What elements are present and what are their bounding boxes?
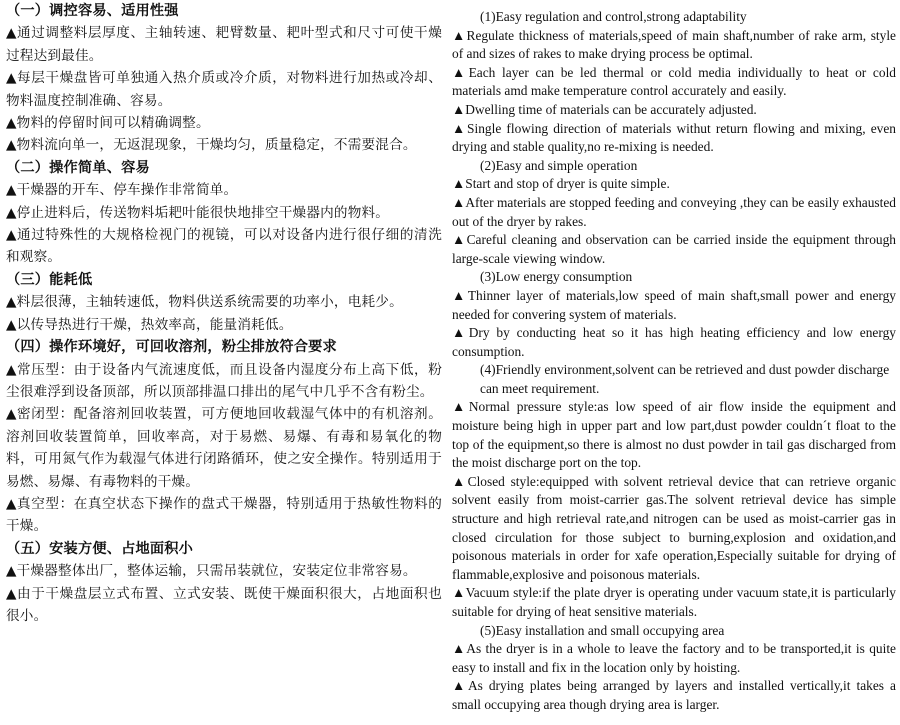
bullet-item: ▲Vacuum style:if the plate dryer is operating under vacuum state,it is particularly suitable for drying of heat sensitive materials.	[452, 585, 896, 619]
bullet-item: ▲Dwelling time of materials can be accurately adjusted.	[452, 101, 757, 117]
bullet-item: ▲由于干燥盘层立式布置、立式安装、既使干燥面积很大，占地面积也很小。	[6, 585, 442, 624]
bullet-item: ▲Normal pressure style:as low speed of air flow inside the equipment and moisture being high in upper part and low part,dust powder couldn´t float to the top of the equipment,so there is almost no dust powder in tail gas discharged from the moist discharge port on the top.	[452, 399, 896, 471]
bullet-item: ▲Start and stop of dryer is quite simple.	[452, 176, 670, 192]
section-heading: (5)Easy installation and small occupying area	[480, 622, 725, 638]
section-heading: (4)Friendly environment,solvent can be retrieved and dust powder discharge can meet requirement.	[480, 362, 890, 396]
section-heading: （五）安装方便、占地面积小	[6, 540, 194, 557]
bullet-item: ▲Each layer can be led thermal or cold media individually to heat or cold materials amd make temperature control accurately and easily.	[452, 64, 896, 99]
section-heading: （四）操作环境好，可回收溶剂，粉尘排放符合要求	[6, 339, 337, 356]
bullet-item: ▲通过调整料层厚度、主轴转速、耙臂数量、耙叶型式和尺寸可使干燥过程达到最佳。	[6, 25, 442, 64]
bullet-item: ▲常压型：由于设备内气流速度低，而且设备内湿度分布上高下低，粉尘很难浮到设备顶部，所以顶部排温口排出的尾气中几乎不含有粉尘。	[6, 361, 442, 400]
bullet-item: ▲通过特殊性的大规格检视门的视镜，可以对设备内进行很仔细的清洗和观察。	[6, 227, 442, 266]
section-heading: (1)Easy regulation and control,strong adaptability	[480, 9, 747, 24]
bullet-item: ▲真空型：在真空状态下操作的盘式干燥器，特别适用于热敏性物料的干燥。	[6, 495, 442, 535]
bullet-item: ▲密闭型：配备溶剂回收装置，可方便地回收载湿气体中的有机溶剂。溶剂回收装置简单，回收率高，对于易燃、易爆、有毒和易氧化的物料，可用氮气作为载湿气体进行闭路循环，使之安全操作。特别适用于易燃、易爆、有毒物料的干燥。	[6, 406, 442, 490]
english-column	[452, 8, 896, 715]
bullet-item: ▲以传导热进行干燥，热效率高，能量消耗低。	[6, 316, 293, 333]
bullet-item: ▲干燥器整体出厂，整体运输，只需吊装就位，安装定位非常容易。	[6, 563, 417, 580]
section-heading: （三）能耗低	[6, 271, 93, 288]
bullet-item: ▲停止进料后，传送物料垢耙叶能很快地排空干燥器内的物料。	[6, 204, 390, 221]
bullet-item: ▲After materials are stopped feeding and conveying ,they can be easily exhausted out of the dryer by rakes.	[452, 194, 896, 229]
bullet-item: ▲Single flowing direction of materials withut return flowing and mixing, even drying and stable quality,no re-mixing is needed.	[452, 120, 896, 155]
bullet-item: ▲As the dryer is in a whole to leave the factory and to be transported,it is quite easy to install and fix in the location only by hoisting.	[452, 641, 896, 675]
bullet-item: ▲Dry by conducting heat so it has high heating efficiency and low energy consumption.	[452, 325, 896, 359]
bullet-item: ▲Regulate thickness of materials,speed of main shaft,number of rake arm, style of and sizes of rakes to make drying process be optimal.	[452, 27, 896, 62]
bullet-item: ▲干燥器的开车、停车操作非常简单。	[6, 182, 238, 199]
bullet-item: ▲物料流向单一，无返混现象，干燥均匀，质量稳定，不需要混合。	[6, 137, 417, 154]
bullet-item: ▲As drying plates being arranged by layers and installed vertically,it takes a small occupying area though drying area is larger.	[452, 678, 896, 712]
bullet-item: ▲每层干燥盘皆可单独通入热介质或冷介质，对物料进行加热或冷却、物料温度控制准确、容易。	[6, 70, 442, 109]
section-heading: (2)Easy and simple operation	[480, 157, 638, 173]
section-heading: （二）操作简单、容易	[6, 159, 150, 176]
section-heading: (3)Low energy consumption	[480, 269, 633, 285]
chinese-column	[6, 0, 442, 627]
bullet-item: ▲Closed style:equipped with solvent retrieval device that can retrieve organic solvent easily from moist-carrier gas.The solvent retrieval device has simple structure and high retrieval rate,and nitrogen can be used as moist-carrier gas in closed circulation for those subject to burning,explosion and oxidation,and poisonous materials in order for xafe operation,Especially suitable for drying of flammable,explosive and poisonous materials.	[452, 473, 896, 582]
bullet-item: ▲料层很薄，主轴转速低，物料供送系统需要的功率小，电耗少。	[6, 294, 403, 311]
bullet-item: ▲物料的停留时间可以精确调整。	[6, 115, 210, 132]
bullet-item: ▲Thinner layer of materials,low speed of main shaft,small power and energy needed for convering system of materials.	[452, 287, 896, 322]
section-heading: （一）调控容易、适用性强	[6, 3, 179, 19]
bullet-item: ▲Careful cleaning and observation can be carried inside the equipment through large-scale viewing window.	[452, 232, 896, 266]
